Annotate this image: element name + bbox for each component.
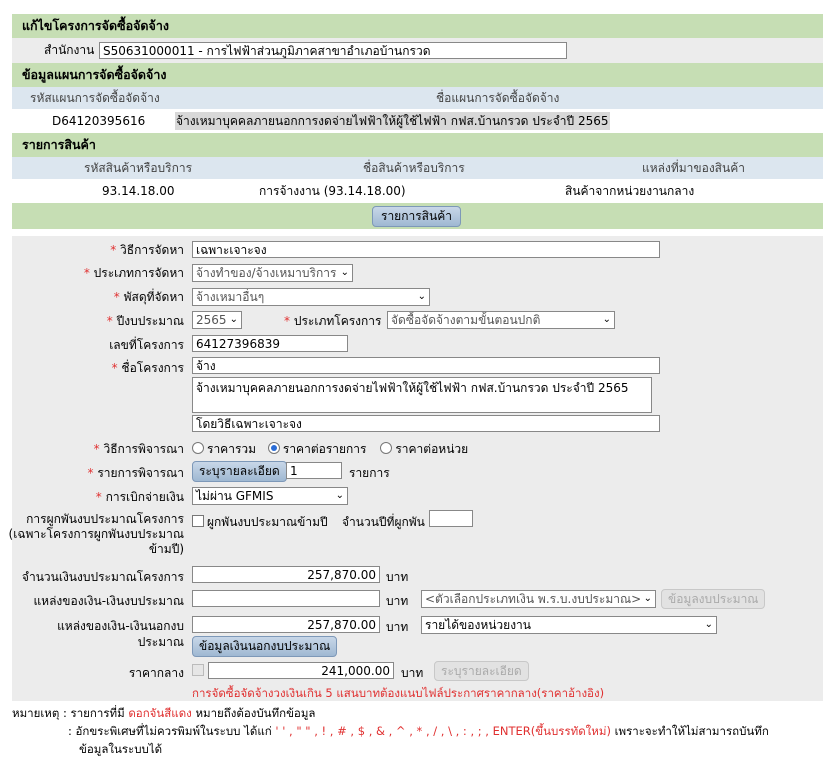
commitment-label: การผูกพันงบประมาณโครงการ (เฉพาะโครงการผูกพันงบประมาณ ข้ามปี) [8, 512, 184, 556]
plan-code-col: รหัสแผนการจัดซื้อจัดจ้าง [30, 91, 160, 105]
project-type-select[interactable]: จัดซื้อจัดจ้างตามขั้นตอนปกติ ⌄ [387, 311, 615, 329]
checkbox-icon [192, 515, 204, 527]
budget-amount-unit: บาท [386, 570, 409, 584]
disbursement-label: * การเบิกจ่ายเงิน [95, 490, 184, 504]
commitment-years-field[interactable] [429, 510, 473, 527]
budget-amount-label: จำนวนเงินงบประมาณโครงการ [21, 570, 184, 584]
item-source: สินค้าจากหน่วยงานกลาง [565, 184, 695, 198]
checkbox-disabled-icon [192, 664, 204, 676]
fund-nonbudget-select[interactable]: รายได้ของหน่วยงาน ⌄ [421, 616, 717, 634]
plan-name-col: ชื่อแผนการจัดซื้อจัดจ้าง [436, 91, 560, 105]
note-line-2: : อักขระพิเศษที่ไม่ควรพิมพ์ในระบบ ได้แก่ ' ' , " " , ! , # , $ , & , ^ , * , / , \ , : , ; , ENTER(ขึ้นบรรทัดใหม่) เพราะจะทำให้ไม่สามารถบันทึก [68, 724, 769, 738]
consider-method-group [192, 440, 468, 459]
fund-budget-type-select[interactable]: <ตัวเลือกประเภทเงิน พ.ร.บ.งบประมาณ> ⌄ [421, 590, 656, 608]
plan-row [12, 109, 823, 133]
procure-type-select[interactable]: จ้างทำของ/จ้างเหมาบริการ ⌄ [192, 264, 353, 282]
project-no-label: เลขที่โครงการ [109, 338, 184, 352]
median-price-field: 241,000.00 [208, 662, 394, 679]
chevron-down-icon: ⌄ [602, 314, 611, 325]
consider-items-count[interactable]: 1 [286, 462, 342, 479]
item-source-col: แหล่งที่มาของสินค้า [642, 161, 745, 175]
radio-selected-icon [268, 442, 280, 454]
fund-nonbudget-label: แหล่งของเงิน-เงินนอกงบ ประมาณ [57, 619, 184, 649]
item-name-col: ชื่อสินค้าหรือบริการ [363, 161, 465, 175]
item-name: การจ้างงาน (93.14.18.00) [259, 184, 406, 198]
note-line-1: หมายเหตุ : รายการที่มี ดอกจันสีแดง หมายถึงต้องบันทึกข้อมูล [12, 706, 316, 720]
fund-budget-field[interactable] [192, 590, 380, 607]
project-name-prefix-field: จ้าง [192, 357, 660, 374]
project-name-label: * ชื่อโครงการ [111, 361, 184, 375]
plan-table-header [12, 87, 823, 109]
items-button-row [12, 203, 823, 229]
item-code: 93.14.18.00 [102, 184, 175, 198]
median-price-checkbox [192, 664, 207, 678]
fund-budget-unit: บาท [386, 594, 409, 608]
edit-project-header: แก้ไขโครงการจัดซื้อจัดจ้าง [12, 14, 823, 38]
plan-code: D64120395616 [52, 114, 146, 128]
procure-type-label: * ประเภทการจัดหา [83, 266, 184, 280]
fund-budget-label: แหล่งของเงิน-เงินงบประมาณ [33, 594, 184, 608]
chevron-down-icon: ⌄ [643, 593, 652, 604]
fund-nonbudget-field: 257,870.00 [192, 616, 380, 633]
items-table-header [12, 157, 823, 179]
budget-amount-field: 257,870.00 [192, 566, 380, 583]
budget-info-button[interactable]: ข้อมูลงบประมาณ [661, 589, 765, 609]
office-field: S50631000011 - การไฟฟ้าส่วนภูมิภาคสาขาอำเภอบ้านกรวด [99, 42, 567, 59]
project-name-textarea[interactable]: จ้างเหมาบุคคลภายนอกการงดจ่ายไฟฟ้าให้ผู้ใช้ไฟฟ้า กฟส.บ้านกรวด ประจำปี 2565 [192, 377, 652, 413]
fiscal-year-label: * ปีงบประมาณ [106, 314, 184, 328]
radio-total-price[interactable]: ราคารวม [192, 442, 256, 456]
plan-name: จ้างเหมาบุคคลภายนอกการงดจ่ายไฟฟ้าให้ผู้ใช้ไฟฟ้า กฟส.บ้านกรวด ประจำปี 2565 [176, 114, 609, 128]
specify-details-button[interactable]: ระบุรายละเอียด [192, 461, 287, 482]
chevron-down-icon: ⌄ [229, 314, 238, 325]
note-line-3: ข้อมูลในระบบได้ [79, 742, 163, 756]
project-name-suffix-field: โดยวิธีเฉพาะเจาะจง [192, 415, 660, 432]
radio-icon [192, 442, 204, 454]
item-row [12, 179, 823, 203]
radio-price-per-item[interactable]: ราคาต่อรายการ [268, 442, 367, 456]
radio-icon [380, 442, 392, 454]
fund-nonbudget-unit: บาท [386, 620, 409, 634]
radio-price-per-unit[interactable]: ราคาต่อหน่วย [380, 442, 468, 456]
commitment-checkbox[interactable]: ผูกพันงบประมาณข้ามปี [192, 513, 328, 532]
consider-items-label: * รายการพิจารณา [87, 466, 184, 480]
method-label: * วิธีการจัดหา [110, 243, 184, 257]
supply-select[interactable]: จ้างเหมาอื่นๆ ⌄ [192, 288, 430, 306]
chevron-down-icon: ⌄ [335, 490, 344, 501]
supply-label: * พัสดุที่จัดหา [113, 290, 184, 304]
office-row [12, 38, 823, 63]
nonbudget-info-button[interactable]: ข้อมูลเงินนอกงบประมาณ [192, 636, 337, 657]
disbursement-select[interactable]: ไม่ผ่าน GFMIS ⌄ [192, 487, 348, 505]
project-type-label: * ประเภทโครงการ [284, 314, 382, 328]
consider-method-label: * วิธีการพิจารณา [93, 442, 184, 456]
method-field: เฉพาะเจาะจง [192, 241, 660, 258]
chevron-down-icon: ⌄ [704, 619, 713, 630]
project-form [8, 236, 823, 701]
median-price-note: การจัดซื้อจัดจ้างวงเงินเกิน 5 แสนบาทต้องแนบไฟล์ประกาศราคากลาง(ราคาอ้างอิง) [192, 686, 605, 700]
chevron-down-icon: ⌄ [340, 267, 349, 278]
median-detail-button[interactable]: ระบุรายละเอียด [434, 661, 529, 681]
consider-items-unit: รายการ [349, 466, 390, 480]
office-label: สำนักงาน [44, 43, 95, 57]
commitment-years-label: จำนวนปีที่ผูกพัน [342, 515, 425, 529]
item-code-col: รหัสสินค้าหรือบริการ [84, 161, 193, 175]
items-list-button[interactable]: รายการสินค้า [372, 206, 461, 227]
plan-section-header: ข้อมูลแผนการจัดซื้อจัดจ้าง [12, 63, 823, 87]
fiscal-year-select[interactable]: 2565 ⌄ [192, 311, 242, 329]
chevron-down-icon: ⌄ [417, 291, 426, 302]
median-price-unit: บาท [401, 666, 424, 680]
median-price-label: ราคากลาง [128, 666, 184, 680]
project-no-field: 64127396839 [192, 335, 348, 352]
items-section-header: รายการสินค้า [12, 133, 823, 157]
